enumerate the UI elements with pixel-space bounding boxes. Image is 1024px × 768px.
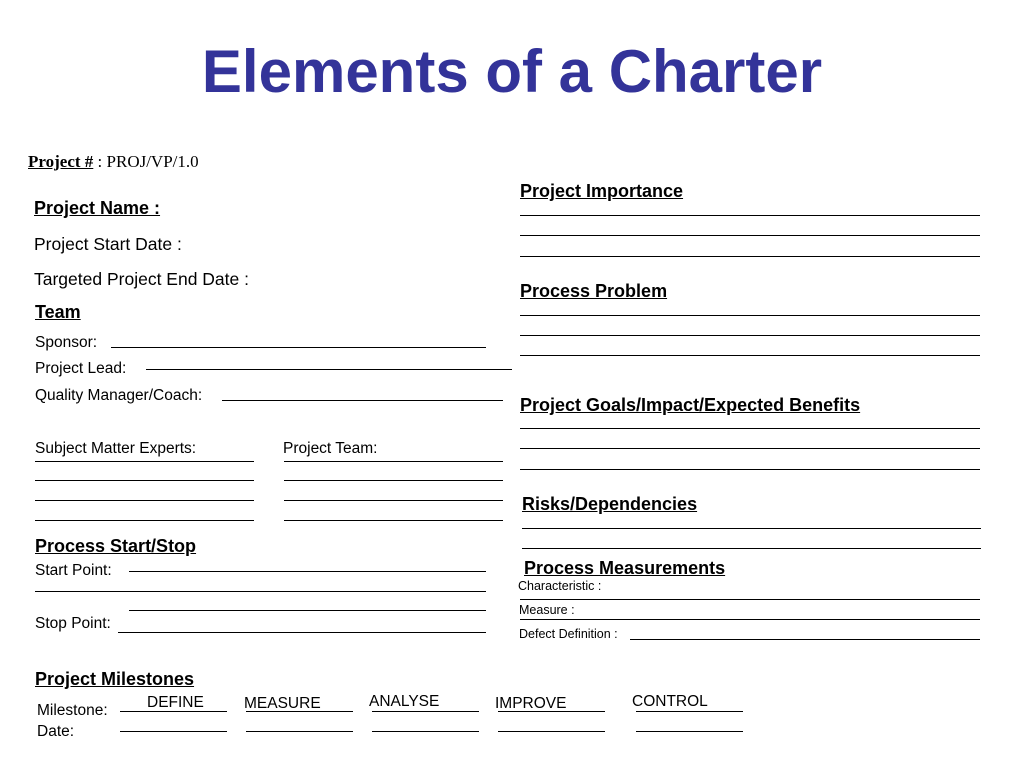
characteristic-field[interactable] <box>520 599 980 600</box>
project-team-field-2[interactable] <box>284 480 503 481</box>
project-lead-label: Project Lead: <box>35 360 127 377</box>
sme-label: Subject Matter Experts: <box>35 440 197 457</box>
start-point-field-2[interactable] <box>35 591 486 592</box>
project-team-field-1[interactable] <box>284 461 503 462</box>
process-measurements-heading: Process Measurements <box>524 558 726 578</box>
importance-field-3[interactable] <box>520 256 980 257</box>
project-lead-field[interactable] <box>146 369 512 370</box>
goals-field-2[interactable] <box>520 448 980 449</box>
stop-point-label: Stop Point: <box>35 615 111 632</box>
project-number-label: Project # <box>28 152 94 171</box>
milestone-label: Milestone: <box>37 702 108 719</box>
date-field-control[interactable] <box>636 731 743 732</box>
problem-field-1[interactable] <box>520 315 980 316</box>
characteristic-label: Characteristic : <box>518 579 602 593</box>
sme-field-4[interactable] <box>35 520 254 521</box>
sponsor-field[interactable] <box>111 347 486 348</box>
sme-field-1[interactable] <box>35 461 254 462</box>
milestone-field-control[interactable] <box>636 711 743 712</box>
milestone-field-measure[interactable] <box>246 711 353 712</box>
goals-field-1[interactable] <box>520 428 980 429</box>
sme-field-2[interactable] <box>35 480 254 481</box>
measure-field[interactable] <box>520 619 980 620</box>
date-field-analyse[interactable] <box>372 731 479 732</box>
date-field-improve[interactable] <box>498 731 605 732</box>
project-number-value: : PROJ/VP/1.0 <box>97 152 199 171</box>
measure-label: Measure : <box>519 603 575 617</box>
project-team-field-3[interactable] <box>284 500 503 501</box>
milestone-measure: MEASURE <box>244 695 321 712</box>
quality-manager-label: Quality Manager/Coach: <box>35 387 203 404</box>
process-start-stop-heading: Process Start/Stop <box>35 536 197 556</box>
goals-field-3[interactable] <box>520 469 980 470</box>
milestone-field-define[interactable] <box>120 711 227 712</box>
milestone-analyse: ANALYSE <box>369 693 440 710</box>
stop-point-field-1[interactable] <box>129 610 486 611</box>
problem-field-2[interactable] <box>520 335 980 336</box>
defect-definition-label: Defect Definition : <box>519 627 618 641</box>
project-goals-heading: Project Goals/Impact/Expected Benefits <box>520 395 861 415</box>
risks-field-2[interactable] <box>522 548 981 549</box>
project-team-field-4[interactable] <box>284 520 503 521</box>
stop-point-field-2[interactable] <box>118 632 486 633</box>
sme-field-3[interactable] <box>35 500 254 501</box>
start-point-field-1[interactable] <box>129 571 486 572</box>
milestone-field-analyse[interactable] <box>372 711 479 712</box>
team-heading: Team <box>35 302 81 322</box>
project-importance-heading: Project Importance <box>520 181 684 201</box>
project-milestones-heading: Project Milestones <box>35 669 195 689</box>
risks-dependencies-heading: Risks/Dependencies <box>522 494 698 514</box>
importance-field-2[interactable] <box>520 235 980 236</box>
targeted-end-date-label: Targeted Project End Date : <box>34 269 249 289</box>
defect-definition-field[interactable] <box>630 639 980 640</box>
date-label: Date: <box>37 723 75 740</box>
process-problem-heading: Process Problem <box>520 281 668 301</box>
date-field-measure[interactable] <box>246 731 353 732</box>
project-team-label: Project Team: <box>283 440 378 457</box>
project-start-date-label: Project Start Date : <box>34 234 182 254</box>
project-name-label: Project Name : <box>34 198 161 218</box>
milestone-control: CONTROL <box>632 693 708 710</box>
date-field-define[interactable] <box>120 731 227 732</box>
problem-field-3[interactable] <box>520 355 980 356</box>
milestone-define: DEFINE <box>147 694 204 711</box>
milestone-field-improve[interactable] <box>498 711 605 712</box>
page-title: Elements of a Charter <box>201 38 823 105</box>
milestone-improve: IMPROVE <box>495 695 567 712</box>
quality-manager-field[interactable] <box>222 400 503 401</box>
sponsor-label: Sponsor: <box>35 334 98 351</box>
risks-field-1[interactable] <box>522 528 981 529</box>
importance-field-1[interactable] <box>520 215 980 216</box>
project-number <box>28 152 199 172</box>
start-point-label: Start Point: <box>35 562 112 579</box>
